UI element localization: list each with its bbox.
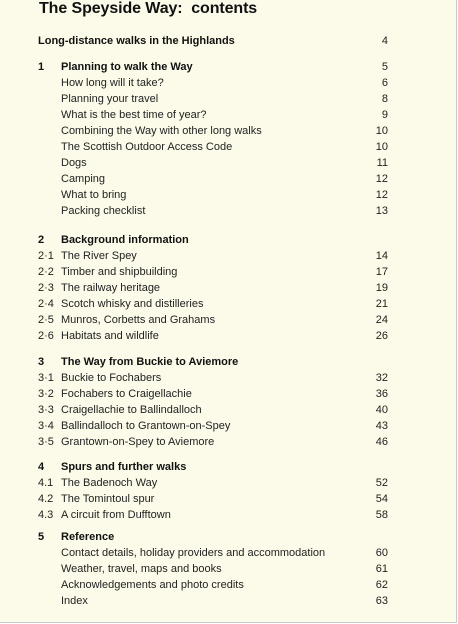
toc-entry-label: Munros, Corbetts and Grahams [61,314,216,326]
toc-entry[interactable] [0,402,456,418]
entry-number: 2·5 [38,314,54,326]
toc-page-number: 6 [381,77,388,89]
entry-number: 2·4 [38,298,54,310]
toc-page-number: 9 [381,109,388,121]
toc-page-number: 19 [375,282,388,294]
toc-entry-label: How long will it take? [61,77,164,89]
toc-page-number: 12 [375,173,388,185]
entry-number: 2·6 [38,330,54,342]
toc-page-number: 36 [375,388,388,400]
toc-entry[interactable] [0,418,456,434]
toc-entry-label: Timber and shipbuilding [61,266,178,278]
toc-entry-label: Scotch whisky and distilleries [61,298,204,310]
toc-entry-label: Acknowledgements and photo credits [61,579,244,591]
toc-entry-label: Ballindalloch to Grantown-on-Spey [61,420,231,432]
section-number: 4 [38,461,45,473]
toc-entry[interactable] [0,280,456,296]
toc-page-number: 52 [375,477,388,489]
toc-entry-label: Craigellachie to Ballindalloch [61,404,202,416]
toc-page-number: 11 [376,157,388,169]
toc-entry-label: Dogs [61,157,87,169]
section-heading-1[interactable] [0,59,456,75]
toc-entry[interactable] [0,328,456,344]
entry-number: 2·2 [38,266,54,278]
toc-entry[interactable] [0,91,456,107]
page-title: The Speyside Way: contents [39,0,258,17]
toc-entry[interactable] [0,593,456,609]
toc-intro-row[interactable] [0,33,456,49]
toc-page-number: 54 [375,493,388,505]
toc-entry-label: Planning your travel [61,93,159,105]
toc-entry[interactable] [0,561,456,577]
toc-entry-label: What to bring [61,189,127,201]
section-number: 3 [38,356,45,368]
toc-page-number: 40 [375,404,388,416]
toc-entry-label: The Scottish Outdoor Access Code [61,141,233,153]
entry-number: 3·3 [38,404,54,416]
toc-entry-label: Habitats and wildlife [61,330,159,342]
entry-number: 3·2 [38,388,54,400]
toc-entry-label: Long-distance walks in the Highlands [38,35,235,47]
toc-entry-label: A circuit from Dufftown [61,509,171,521]
toc-entry[interactable] [0,139,456,155]
toc-page-number: 21 [375,298,388,310]
toc-entry[interactable] [0,171,456,187]
section-title: Spurs and further walks [61,461,187,473]
toc-page-number: 12 [375,189,388,201]
toc-page-number: 17 [375,266,388,278]
entry-number: 2·3 [38,282,54,294]
toc-entry-label: What is the best time of year? [61,109,207,121]
toc-page-number: 10 [375,125,388,137]
toc-page-number: 61 [375,563,388,575]
section-heading-3[interactable] [0,354,456,370]
toc-entry-label: The Tomintoul spur [61,493,155,505]
entry-number: 4.2 [38,493,54,505]
toc-entry[interactable] [0,155,456,171]
toc-entry[interactable] [0,312,456,328]
toc-entry[interactable] [0,491,456,507]
toc-entry[interactable] [0,545,456,561]
section-heading-4[interactable] [0,459,456,475]
toc-page-number: 10 [375,141,388,153]
toc-entry[interactable] [0,577,456,593]
toc-page-number: 63 [375,595,388,607]
toc-entry[interactable] [0,248,456,264]
toc-entry-label: The River Spey [61,250,137,262]
toc-page-number: 26 [375,330,388,342]
toc-entry-label: Index [61,595,88,607]
toc-entry-label: Grantown-on-Spey to Aviemore [61,436,215,448]
toc-page-number: 58 [375,509,388,521]
section-number: 1 [38,61,45,73]
toc-entry-label: Packing checklist [61,205,146,217]
section-title: Background information [61,234,189,246]
toc-entry[interactable] [0,434,456,450]
toc-page-number: 46 [375,436,388,448]
section-number: 2 [38,234,45,246]
toc-entry[interactable] [0,203,456,219]
toc-page-number: 8 [381,93,388,105]
toc-entry[interactable] [0,264,456,280]
section-title: The Way from Buckie to Aviemore [61,356,239,368]
entry-number: 3·4 [38,420,54,432]
toc-entry[interactable] [0,507,456,523]
toc-page-number: 4 [381,35,388,47]
entry-number: 3·5 [38,436,54,448]
toc-page-number: 60 [375,547,388,559]
section-number: 5 [38,531,45,543]
toc-page-number: 14 [375,250,388,262]
toc-entry[interactable] [0,370,456,386]
toc-entry[interactable] [0,123,456,139]
section-title: Reference [61,531,115,543]
toc-page-number: 32 [375,372,388,384]
toc-page-number: 13 [375,205,388,217]
toc-entry-label: The Badenoch Way [61,477,158,489]
toc-entry[interactable] [0,75,456,91]
toc-entry[interactable] [0,296,456,312]
toc-page-number: 62 [375,579,388,591]
section-title: Planning to walk the Way [61,61,193,73]
toc-entry-label: The railway heritage [61,282,161,294]
entry-number: 4.3 [38,509,54,521]
toc-entry-label: Buckie to Fochabers [61,372,162,384]
toc-entry[interactable] [0,475,456,491]
section-heading-5[interactable] [0,529,456,545]
entry-number: 2·1 [38,250,54,262]
toc-entry-label: Camping [61,173,106,185]
section-heading-2[interactable] [0,232,456,248]
toc-page-number: 5 [381,61,388,73]
toc-entry[interactable] [0,187,456,203]
entry-number: 4.1 [38,477,54,489]
entry-number: 3·1 [38,372,54,384]
toc-entry-label: Combining the Way with other long walks [61,125,262,137]
toc-entry[interactable] [0,386,456,402]
toc-entry-label: Weather, travel, maps and books [61,563,222,575]
toc-page-number: 43 [375,420,388,432]
toc-entry-label: Contact details, holiday providers and accommodation [61,547,326,559]
toc-page-number: 24 [375,314,388,326]
toc-entry[interactable] [0,107,456,123]
toc-entry-label: Fochabers to Craigellachie [61,388,192,400]
